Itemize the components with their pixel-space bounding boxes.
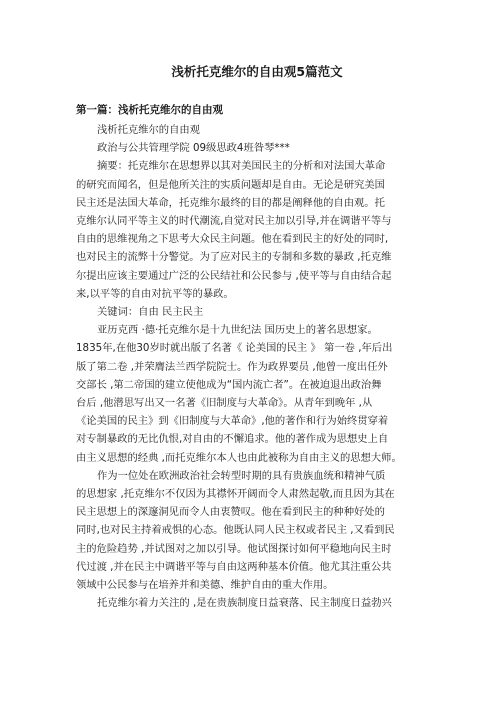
paragraph-line: 领域中公民参与在培养并和美德、维护自由的重大作用。 [76, 579, 334, 592]
paragraph-line: 民主思想上的深邃洞见而令人由衷赞叹。他在看到民主的种种好处的 [76, 506, 385, 519]
paragraph-line: 《论美国的民主》到《旧制度与大革命》,他的著作和行为始终贯穿着 [76, 415, 389, 428]
paragraph-line: 作为一位处在欧洲政治社会转型时期的具有贵族血统和精神气质 [97, 469, 386, 482]
article-body [76, 157, 438, 612]
paragraph-line: 关键词：自由 民主民主 [97, 306, 204, 319]
paragraph-line: 的思想家 ,托克维尔不仅因为其襟怀开阔而令人肃然起敬,而且因为其在 [76, 488, 395, 501]
paragraph-line: 由主义思想的经典 ,而托克维尔本人也由此被称为自由主义的思想大师。 [76, 451, 402, 464]
paragraph-line: 代过渡 ,并在民主中调谐平等与自由这两种基本价值。他尤其注重公共 [76, 560, 392, 573]
section-heading: 第一篇：浅析托克维尔的自由观 [76, 104, 223, 116]
paragraph-line: 民主还是法国大革命，托克维尔最终的目的都是阐释他的自由观。托 [76, 196, 385, 209]
paragraph-line: 亚历克西 ·德·托克维尔是十九世纪法 国历史上的著名思想家。 [97, 324, 378, 337]
paragraph-line: 摘要：托克维尔在思想界以其对美国民主的分析和对法国大革命 [97, 160, 386, 173]
paragraph-line: 的研究而闻名，但是他所关注的实质问题却是自由。无论是研究美国 [76, 178, 385, 191]
paragraph-line: 同时,也对民主持着戒惧的心态。他既认同人民主权或者民主 ,又看到民 [76, 524, 395, 537]
paragraph-line: 对专制暴政的无比仇恨,对自由的不懈追求。他的著作成为思想史上自 [76, 433, 389, 446]
paragraph-line: 主的危险趋势 ,并试图对之加以引导。他试图探讨如何平稳地向民主时 [76, 542, 392, 555]
paragraph-line: 来,以平等的自由对抗平等的暴政。 [76, 287, 234, 300]
author-line: 政治与公共管理学院 09级思政4班昝琴*** [97, 142, 290, 155]
paragraph-line: 交部长 ,第二帝国的建立使他成为“国内流亡者”。在被迫退出政治舞 [76, 378, 382, 391]
paragraph-line: 1835年,在他30岁时就出版了名著《 论美国的民主 》 第一卷 ,年后出 [76, 342, 393, 355]
paragraph-line: 台后 ,他潜思写出又一名著《旧制度与大革命》。从青年到晚年 ,从 [76, 397, 373, 410]
paragraph-line: 尔提出应该主要通过广泛的公民结社和公民参与 ,使平等与自由结合起 [76, 269, 392, 282]
paragraph-line: 自由的思维视角之下思考大众民主问题。他在看到民主的好处的同时, [76, 233, 389, 246]
document-title: 浅析托克维尔的自由观5篇范文 [171, 64, 343, 79]
article-subtitle: 浅析托克维尔的自由观 [97, 124, 200, 136]
paragraph-line: 托克维尔着力关注的 ,是在贵族制度日益衰落、民主制度日益勃兴 [97, 597, 392, 610]
paragraph-line: 克维尔认同平等主义的时代潮流,自觉对民主加以引导,并在调谐平等与 [76, 215, 392, 228]
paragraph-line: 版了第二卷 ,并荣膺法兰西学院院士。作为政界要员 ,他曾一度出任外 [76, 360, 388, 373]
paragraph-line: 也对民主的流弊十分警觉。为了应对民主的专制和多数的暴政 ,托克维 [76, 251, 392, 264]
